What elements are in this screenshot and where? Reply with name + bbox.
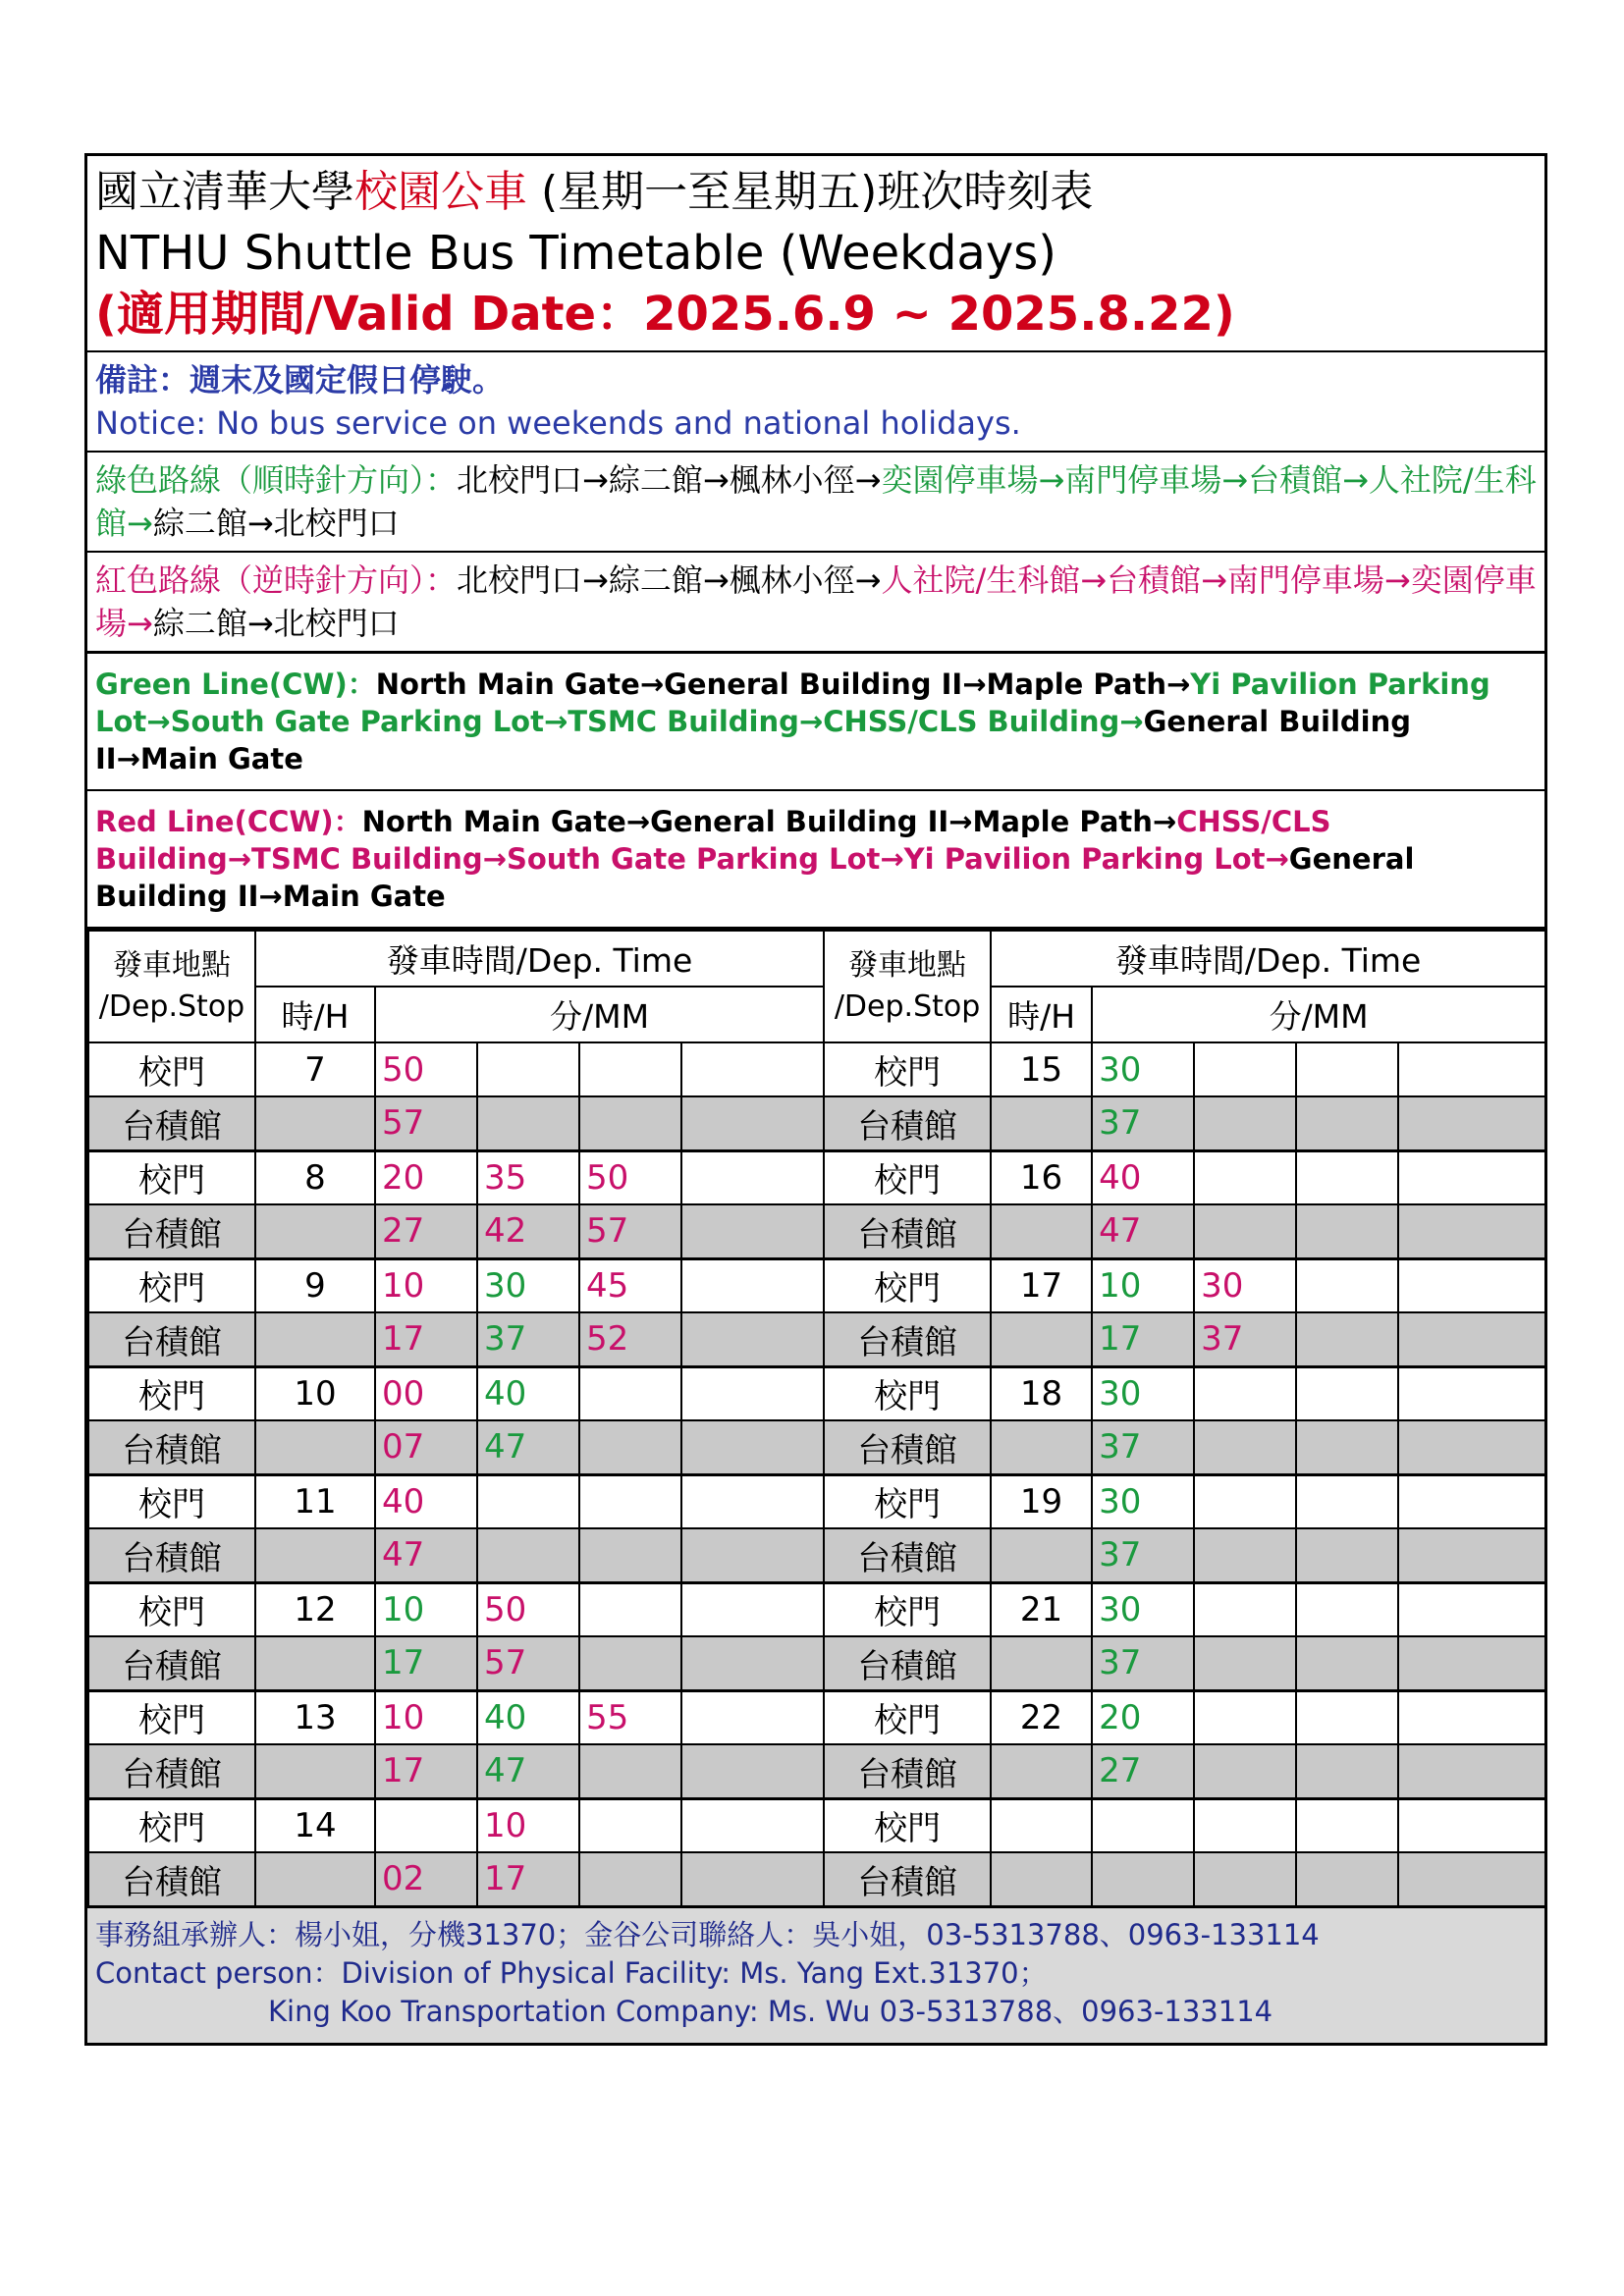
- stop-tsmc: 台積館: [824, 1852, 991, 1906]
- table-row-gate: [88, 1042, 1545, 1096]
- hour-cell-blank: [991, 1528, 1092, 1582]
- title-zh-suffix: (星期一至星期五)班次時刻表: [527, 167, 1094, 217]
- minute-cell: [1398, 1204, 1545, 1258]
- table-header-row-2: [88, 987, 1545, 1042]
- minute-cell: [1296, 1258, 1398, 1312]
- minute-cell: 10: [375, 1258, 477, 1312]
- minute-cell: 52: [579, 1312, 681, 1366]
- minute-cell: [579, 1474, 681, 1528]
- minute-cell: [681, 1312, 824, 1366]
- minute-cell: [1194, 1690, 1296, 1744]
- minute-cell: 40: [477, 1366, 579, 1420]
- stop-gate: 校門: [824, 1042, 991, 1096]
- minute-cell: [1194, 1744, 1296, 1798]
- minute-cell: [1194, 1366, 1296, 1420]
- minute-cell: [1398, 1690, 1545, 1744]
- minute-cell: [1398, 1312, 1545, 1366]
- hour-cell-blank: [255, 1204, 375, 1258]
- minute-cell: [681, 1258, 824, 1312]
- stop-tsmc: 台積館: [824, 1420, 991, 1474]
- hour-cell: 13: [255, 1690, 375, 1744]
- green-line-en-a: North Main Gate→General Building II→Maple Path→: [375, 667, 1191, 701]
- minute-cell: [1194, 1420, 1296, 1474]
- minute-cell: 10: [375, 1582, 477, 1636]
- minute-cell: [579, 1096, 681, 1150]
- header-dep-time-right: 發車時間/Dep. Time: [991, 931, 1545, 987]
- stop-tsmc: 台積館: [824, 1744, 991, 1798]
- red-route-path-c: 綜二館→北校門口: [152, 605, 400, 642]
- hour-cell-blank: [991, 1852, 1092, 1906]
- minute-cell: [1296, 1150, 1398, 1204]
- header-stop-en: /Dep.Stop: [98, 989, 245, 1024]
- minute-cell: [477, 1528, 579, 1582]
- minute-cell: 57: [579, 1204, 681, 1258]
- minute-cell: 37: [1092, 1096, 1194, 1150]
- hour-cell-blank: [991, 1204, 1092, 1258]
- minute-cell: 10: [375, 1690, 477, 1744]
- minute-cell: [477, 1042, 579, 1096]
- hour-cell: 9: [255, 1258, 375, 1312]
- minute-cell: [1194, 1798, 1296, 1852]
- header-dep-stop: [88, 931, 255, 1042]
- header-dep-stop-right: [824, 931, 991, 1042]
- stop-gate: 校門: [824, 1258, 991, 1312]
- hour-cell-blank: [991, 1744, 1092, 1798]
- stop-gate: 校門: [88, 1366, 255, 1420]
- hour-cell-blank: [991, 1420, 1092, 1474]
- title-zh-highlight: 校園公車: [354, 167, 527, 217]
- minute-cell: 30: [1092, 1366, 1194, 1420]
- minute-cell: [1398, 1420, 1545, 1474]
- minute-cell: [1296, 1096, 1398, 1150]
- minute-cell: 40: [1092, 1150, 1194, 1204]
- minute-cell: [681, 1204, 824, 1258]
- hour-cell: 22: [991, 1690, 1092, 1744]
- table-row-gate: [88, 1258, 1545, 1312]
- table-row-tsmc: [88, 1312, 1545, 1366]
- minute-cell: 35: [477, 1150, 579, 1204]
- header-stop-zh: 發車地點: [113, 948, 231, 983]
- minute-cell: [579, 1636, 681, 1690]
- red-line-en-a: North Main Gate→General Building II→Maple Path→: [361, 805, 1177, 838]
- hour-cell: 10: [255, 1366, 375, 1420]
- stop-gate: 校門: [824, 1582, 991, 1636]
- minute-cell: 30: [477, 1258, 579, 1312]
- minute-cell: 02: [375, 1852, 477, 1906]
- minute-cell: [1398, 1852, 1545, 1906]
- header-dep-time: 發車時間/Dep. Time: [255, 931, 824, 987]
- table-row-gate: [88, 1690, 1545, 1744]
- minute-cell: 42: [477, 1204, 579, 1258]
- minute-cell: 00: [375, 1366, 477, 1420]
- green-route-path-c: 綜二館→北校門口: [152, 505, 400, 542]
- minute-cell: [579, 1420, 681, 1474]
- green-route-path-b: 奕園停車場→南門停車場→台積館→人社院/生科館→: [95, 461, 1537, 542]
- notice-en: Notice: No bus service on weekends and national holidays.: [95, 404, 1021, 442]
- minute-cell: [579, 1528, 681, 1582]
- hour-cell-blank: [255, 1636, 375, 1690]
- minute-cell: 45: [579, 1258, 681, 1312]
- minute-cell: 27: [1092, 1744, 1194, 1798]
- stop-gate: 校門: [88, 1150, 255, 1204]
- table-row-gate: [88, 1474, 1545, 1528]
- minute-cell: 55: [579, 1690, 681, 1744]
- green-route-path-a: 北校門口→綜二館→楓林小徑→: [457, 461, 882, 499]
- red-route-en: [87, 791, 1544, 930]
- minute-cell: [1296, 1474, 1398, 1528]
- minute-cell: [681, 1636, 824, 1690]
- hour-cell: 21: [991, 1582, 1092, 1636]
- header-hour-right: 時/H: [991, 987, 1092, 1042]
- minute-cell: [681, 1690, 824, 1744]
- stop-tsmc: 台積館: [88, 1636, 255, 1690]
- minute-cell: 30: [1092, 1582, 1194, 1636]
- minute-cell: [1296, 1636, 1398, 1690]
- green-route-zh: [87, 453, 1544, 553]
- minute-cell: [1296, 1042, 1398, 1096]
- minute-cell: [681, 1744, 824, 1798]
- minute-cell: 27: [375, 1204, 477, 1258]
- stop-tsmc: 台積館: [824, 1096, 991, 1150]
- timetable: [87, 930, 1546, 1908]
- timetable-body: [88, 1042, 1545, 1906]
- valid-date: (適用期間/Valid Date：2025.6.9 ~ 2025.8.22): [95, 287, 1235, 342]
- stop-tsmc: 台積館: [824, 1636, 991, 1690]
- minute-cell: [1398, 1528, 1545, 1582]
- red-line-en-b: CHSS/CLS Building→TSMC Building→South Gate Parking Lot→Yi Pavilion Parking Lot→: [95, 805, 1331, 876]
- hour-cell: 11: [255, 1474, 375, 1528]
- minute-cell: [1194, 1096, 1296, 1150]
- hour-cell: 16: [991, 1150, 1092, 1204]
- minute-cell: [1194, 1582, 1296, 1636]
- header-stop-en-right: /Dep.Stop: [834, 989, 981, 1024]
- header-hour: 時/H: [255, 987, 375, 1042]
- table-row-gate: [88, 1582, 1545, 1636]
- table-row-tsmc: [88, 1744, 1545, 1798]
- hour-cell-blank: [255, 1528, 375, 1582]
- minute-cell: 47: [477, 1744, 579, 1798]
- minute-cell: 10: [477, 1798, 579, 1852]
- minute-cell: 37: [477, 1312, 579, 1366]
- stop-gate: 校門: [824, 1474, 991, 1528]
- hour-cell: 7: [255, 1042, 375, 1096]
- red-line-en-label: Red Line(CCW)：: [95, 805, 362, 838]
- table-row-tsmc: [88, 1636, 1545, 1690]
- minute-cell: [1398, 1582, 1545, 1636]
- notice-block: [87, 352, 1544, 453]
- minute-cell: [1296, 1690, 1398, 1744]
- minute-cell: [1296, 1528, 1398, 1582]
- hour-cell: 15: [991, 1042, 1092, 1096]
- hour-cell-blank: [255, 1096, 375, 1150]
- minute-cell: [681, 1150, 824, 1204]
- minute-cell: [1398, 1366, 1545, 1420]
- minute-cell: [1398, 1744, 1545, 1798]
- minute-cell: 50: [375, 1042, 477, 1096]
- minute-cell: [579, 1582, 681, 1636]
- minute-cell: 30: [1194, 1258, 1296, 1312]
- stop-gate: 校門: [88, 1258, 255, 1312]
- minute-cell: 40: [477, 1690, 579, 1744]
- stop-tsmc: 台積館: [88, 1852, 255, 1906]
- hour-cell: 12: [255, 1582, 375, 1636]
- minute-cell: 57: [375, 1096, 477, 1150]
- minute-cell: [681, 1528, 824, 1582]
- minute-cell: [1398, 1042, 1545, 1096]
- hour-cell-blank: [991, 1312, 1092, 1366]
- minute-cell: 37: [1194, 1312, 1296, 1366]
- stop-gate: 校門: [88, 1690, 255, 1744]
- minute-cell: [1296, 1798, 1398, 1852]
- red-route-path-a: 北校門口→綜二館→楓林小徑→: [457, 561, 882, 599]
- stop-tsmc: 台積館: [88, 1528, 255, 1582]
- contact-footer: [87, 1908, 1544, 2043]
- minute-cell: [579, 1744, 681, 1798]
- minute-cell: [681, 1096, 824, 1150]
- minute-cell: [1398, 1474, 1545, 1528]
- table-row-tsmc: [88, 1528, 1545, 1582]
- stop-tsmc: 台積館: [824, 1204, 991, 1258]
- minute-cell: [681, 1798, 824, 1852]
- minute-cell: [1296, 1204, 1398, 1258]
- stop-gate: 校門: [88, 1474, 255, 1528]
- minute-cell: [1194, 1528, 1296, 1582]
- minute-cell: 57: [477, 1636, 579, 1690]
- stop-gate: 校門: [824, 1150, 991, 1204]
- stop-tsmc: 台積館: [824, 1528, 991, 1582]
- minute-cell: [1296, 1744, 1398, 1798]
- green-route-label: 綠色路線（順時針方向）：: [95, 461, 458, 499]
- stop-tsmc: 台積館: [88, 1096, 255, 1150]
- stop-tsmc: 台積館: [824, 1312, 991, 1366]
- stop-gate: 校門: [824, 1798, 991, 1852]
- minute-cell: 17: [1092, 1312, 1194, 1366]
- header-minute-right: 分/MM: [1092, 987, 1545, 1042]
- minute-cell: 50: [477, 1582, 579, 1636]
- red-route-path-b: 人社院/生科館→台積館→南門停車場→奕園停車場→: [95, 561, 1537, 642]
- title-zh: [95, 162, 1537, 223]
- minute-cell: 17: [477, 1852, 579, 1906]
- minute-cell: [477, 1096, 579, 1150]
- stop-tsmc: 台積館: [88, 1744, 255, 1798]
- minute-cell: 37: [1092, 1420, 1194, 1474]
- table-row-gate: [88, 1798, 1545, 1852]
- minute-cell: [1398, 1636, 1545, 1690]
- green-line-en-c: General Building II→Main Gate: [95, 705, 1412, 775]
- minute-cell: 40: [375, 1474, 477, 1528]
- hour-cell: 8: [255, 1150, 375, 1204]
- minute-cell: [1296, 1420, 1398, 1474]
- minute-cell: 47: [477, 1420, 579, 1474]
- minute-cell: [579, 1798, 681, 1852]
- table-header-row-1: [88, 931, 1545, 987]
- minute-cell: 07: [375, 1420, 477, 1474]
- stop-gate: 校門: [824, 1366, 991, 1420]
- minute-cell: [681, 1366, 824, 1420]
- minute-cell: [1296, 1852, 1398, 1906]
- minute-cell: 47: [375, 1528, 477, 1582]
- hour-cell: 17: [991, 1258, 1092, 1312]
- table-row-tsmc: [88, 1852, 1545, 1906]
- red-line-en-c: General Building II→Main Gate: [95, 842, 1415, 913]
- minute-cell: [579, 1042, 681, 1096]
- minute-cell: 20: [1092, 1690, 1194, 1744]
- minute-cell: [1296, 1582, 1398, 1636]
- header-stop-zh-right: 發車地點: [848, 948, 967, 983]
- stop-gate: 校門: [824, 1690, 991, 1744]
- table-row-tsmc: [88, 1204, 1545, 1258]
- title-block: [87, 156, 1544, 352]
- stop-tsmc: 台積館: [88, 1204, 255, 1258]
- minute-cell: 50: [579, 1150, 681, 1204]
- minute-cell: [1092, 1852, 1194, 1906]
- table-row-gate: [88, 1150, 1545, 1204]
- footer-line-zh: 事務組承辦人：楊小姐，分機31370；金谷公司聯絡人：吳小姐，03-5313788、0963-133114: [95, 1917, 1320, 1951]
- title-zh-prefix: 國立清華大學: [95, 167, 354, 217]
- minute-cell: [579, 1852, 681, 1906]
- hour-cell-blank: [255, 1312, 375, 1366]
- red-route-label: 紅色路線（逆時針方向）：: [95, 561, 458, 599]
- minute-cell: 17: [375, 1744, 477, 1798]
- footer-line-en-1: Contact person：Division of Physical Facility: Ms. Yang Ext.31370；: [95, 1955, 1048, 1990]
- green-line-en-b: Yi Pavilion Parking Lot→South Gate Parking Lot→TSMC Building→CHSS/CLS Building→: [95, 667, 1490, 738]
- minute-cell: [681, 1474, 824, 1528]
- minute-cell: [681, 1420, 824, 1474]
- table-row-tsmc: [88, 1420, 1545, 1474]
- minute-cell: [375, 1798, 477, 1852]
- hour-cell: 14: [255, 1798, 375, 1852]
- minute-cell: [579, 1366, 681, 1420]
- minute-cell: [1194, 1852, 1296, 1906]
- stop-gate: 校門: [88, 1042, 255, 1096]
- minute-cell: [1398, 1096, 1545, 1150]
- hour-cell-blank: [255, 1852, 375, 1906]
- hour-cell-blank: [255, 1420, 375, 1474]
- minute-cell: [1194, 1204, 1296, 1258]
- minute-cell: 37: [1092, 1528, 1194, 1582]
- green-route-en: [87, 654, 1544, 791]
- minute-cell: 17: [375, 1312, 477, 1366]
- title-en: NTHU Shuttle Bus Timetable (Weekdays): [95, 226, 1056, 281]
- minute-cell: [1296, 1312, 1398, 1366]
- minute-cell: 20: [375, 1150, 477, 1204]
- minute-cell: [1194, 1150, 1296, 1204]
- hour-cell-blank: [991, 1636, 1092, 1690]
- minute-cell: [1092, 1798, 1194, 1852]
- stop-tsmc: 台積館: [88, 1420, 255, 1474]
- footer-line-en-2: King Koo Transportation Company: Ms. Wu 03-5313788、0963-133114: [268, 1994, 1273, 2028]
- hour-cell-blank: [255, 1744, 375, 1798]
- minute-cell: [681, 1042, 824, 1096]
- hour-cell: 19: [991, 1474, 1092, 1528]
- minute-cell: [1398, 1150, 1545, 1204]
- minute-cell: 30: [1092, 1474, 1194, 1528]
- minute-cell: [1398, 1258, 1545, 1312]
- minute-cell: 17: [375, 1636, 477, 1690]
- hour-cell: 18: [991, 1366, 1092, 1420]
- hour-cell-blank: [991, 1096, 1092, 1150]
- minute-cell: [681, 1582, 824, 1636]
- minute-cell: 30: [1092, 1042, 1194, 1096]
- table-row-tsmc: [88, 1096, 1545, 1150]
- timetable-sheet: [84, 153, 1547, 2046]
- red-route-zh: [87, 553, 1544, 654]
- minute-cell: [1194, 1042, 1296, 1096]
- minute-cell: [681, 1852, 824, 1906]
- minute-cell: [1194, 1636, 1296, 1690]
- minute-cell: [477, 1474, 579, 1528]
- minute-cell: [1398, 1798, 1545, 1852]
- minute-cell: [1296, 1366, 1398, 1420]
- stop-gate: 校門: [88, 1582, 255, 1636]
- minute-cell: 10: [1092, 1258, 1194, 1312]
- table-row-gate: [88, 1366, 1545, 1420]
- minute-cell: [1194, 1474, 1296, 1528]
- green-line-en-label: Green Line(CW)：: [95, 667, 376, 701]
- stop-gate: 校門: [88, 1798, 255, 1852]
- notice-zh: 備註：週末及國定假日停駛。: [95, 361, 505, 399]
- hour-cell: [991, 1798, 1092, 1852]
- minute-cell: 47: [1092, 1204, 1194, 1258]
- stop-tsmc: 台積館: [88, 1312, 255, 1366]
- header-minute: 分/MM: [375, 987, 824, 1042]
- minute-cell: 37: [1092, 1636, 1194, 1690]
